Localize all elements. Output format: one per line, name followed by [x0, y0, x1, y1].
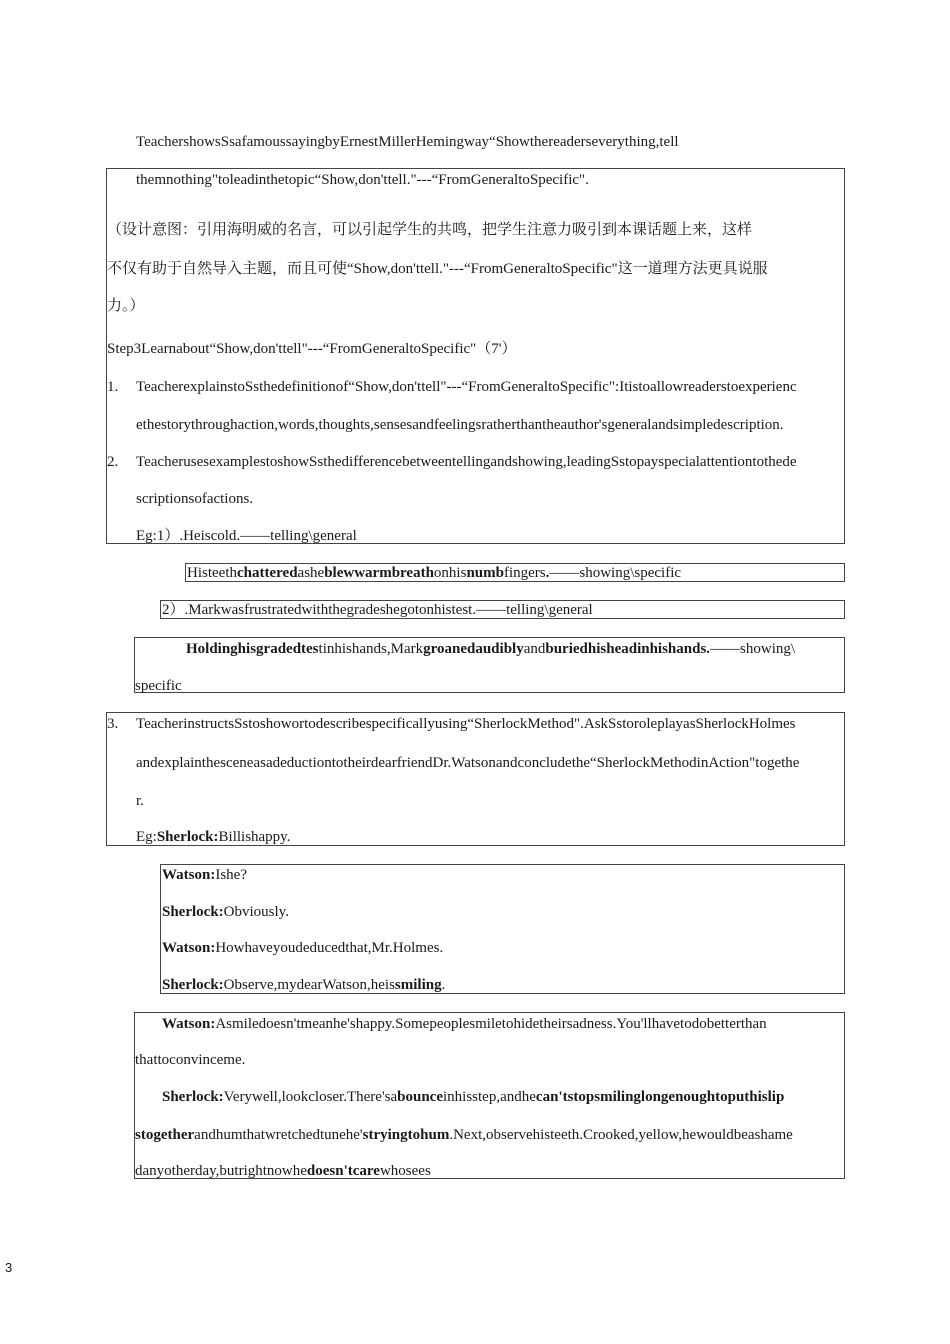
item3-line-1: TeacherinstructsSstoshowortodescribespecificallyusing“SherlockMethod".AskSstoroleplayasSherlockHolmes [136, 716, 796, 732]
watson-line-2: thattoconvinceme. [135, 1052, 246, 1068]
design-note-line-3: 力。） [107, 298, 145, 314]
item3-line-2: andexplainthesceneasadeductiontotheirdearfriendDr.Watsonandconcludethe“SherlockMethodinAction"togethe [136, 755, 800, 771]
example-2-telling: 2）.Markwasfrustratedwiththegradeshegotonhistest.——telling\general [162, 602, 593, 618]
watson-line-1: Watson:Asmiledoesn'tmeanhe'shappy.Somepeoplesmiletohidetheirsadness.You'llhavetodobetterthan [162, 1016, 767, 1032]
example-1-telling: Eg:1）.Heiscold.——telling\general [136, 528, 357, 544]
step3-heading: Step3Learnabout“Show,don'ttell"---“FromGeneraltoSpecific"（7'） [107, 341, 517, 357]
item3-line-3: r. [136, 793, 144, 809]
item1-line-2: ethestorythroughaction,words,thoughts,sensesandfeelingsratherthantheauthor'sgeneralandsimpledescription. [136, 417, 784, 433]
sherlock-line-1: Sherlock:Verywell,lookcloser.There'sabounceinhisstep,andhecan'tstopsmilinglongenoughtoputhislip [162, 1089, 785, 1105]
item3-number: 3. [107, 716, 119, 732]
item3-example: Eg:Sherlock:Billishappy. [136, 829, 291, 845]
sherlock-line-3: danyotherday,butrightnowhedoesn'tcarewhosees [135, 1163, 431, 1179]
item1-line-1: TeacherexplainstoSsthedefinitionof“Show,don'ttell"---“FromGeneraltoSpecific":Itistoallowreaderstoexperienc [136, 379, 797, 395]
example-2-showing-line-1: Holdinghisgradedtestinhishands,Markgroanedaudiblyandburiedhisheadinhishands.——showing\ [186, 641, 796, 657]
intro-line-1: TeachershowsSsafamoussayingbyErnestMillerHemingway“Showthereaderseverything,tell [136, 134, 679, 150]
item2-line-2: scriptionsofactions. [136, 491, 254, 507]
design-note-line-1: （设计意图：引用海明威的名言，可以引起学生的共鸣，把学生注意力吸引到本课话题上来，这样 [107, 222, 753, 238]
dialogue-line: Sherlock:Observe,mydearWatson,heissmiling. [162, 977, 446, 993]
design-note-line-2: 不仅有助于自然导入主题，而且可使“Show,don'ttell."---“FromGeneraltoSpecific"这一道理方法更具说服 [107, 261, 768, 277]
intro-line-2: themnothing"toleadinthetopic“Show,don'ttell."---“FromGeneraltoSpecific". [136, 172, 589, 188]
page-number: 3 [5, 1260, 13, 1275]
example-2-showing-line-2: specific [135, 678, 182, 694]
sherlock-line-2: stogetherandhumthatwretchedtunehe'stryingtohum.Next,observehisteeth.Crooked,yellow,hewouldbeashame [135, 1127, 793, 1143]
dialogue-line: Watson:Ishe? [162, 867, 247, 883]
item1-number: 1. [107, 379, 119, 395]
item2-number: 2. [107, 454, 119, 470]
dialogue-line: Watson:Howhaveyoudeducedthat,Mr.Holmes. [162, 940, 444, 956]
example-1-showing: Histeethchatteredasheblewwarmbreathonhisnumbfingers.——showing\specific [187, 565, 682, 581]
item2-line-1: TeacherusesexamplestoshowSsthedifferencebetweentellingandshowing,leadingSstopayspecialattentiontothede [136, 454, 797, 470]
dialogue-line: Sherlock:Obviously. [162, 904, 289, 920]
